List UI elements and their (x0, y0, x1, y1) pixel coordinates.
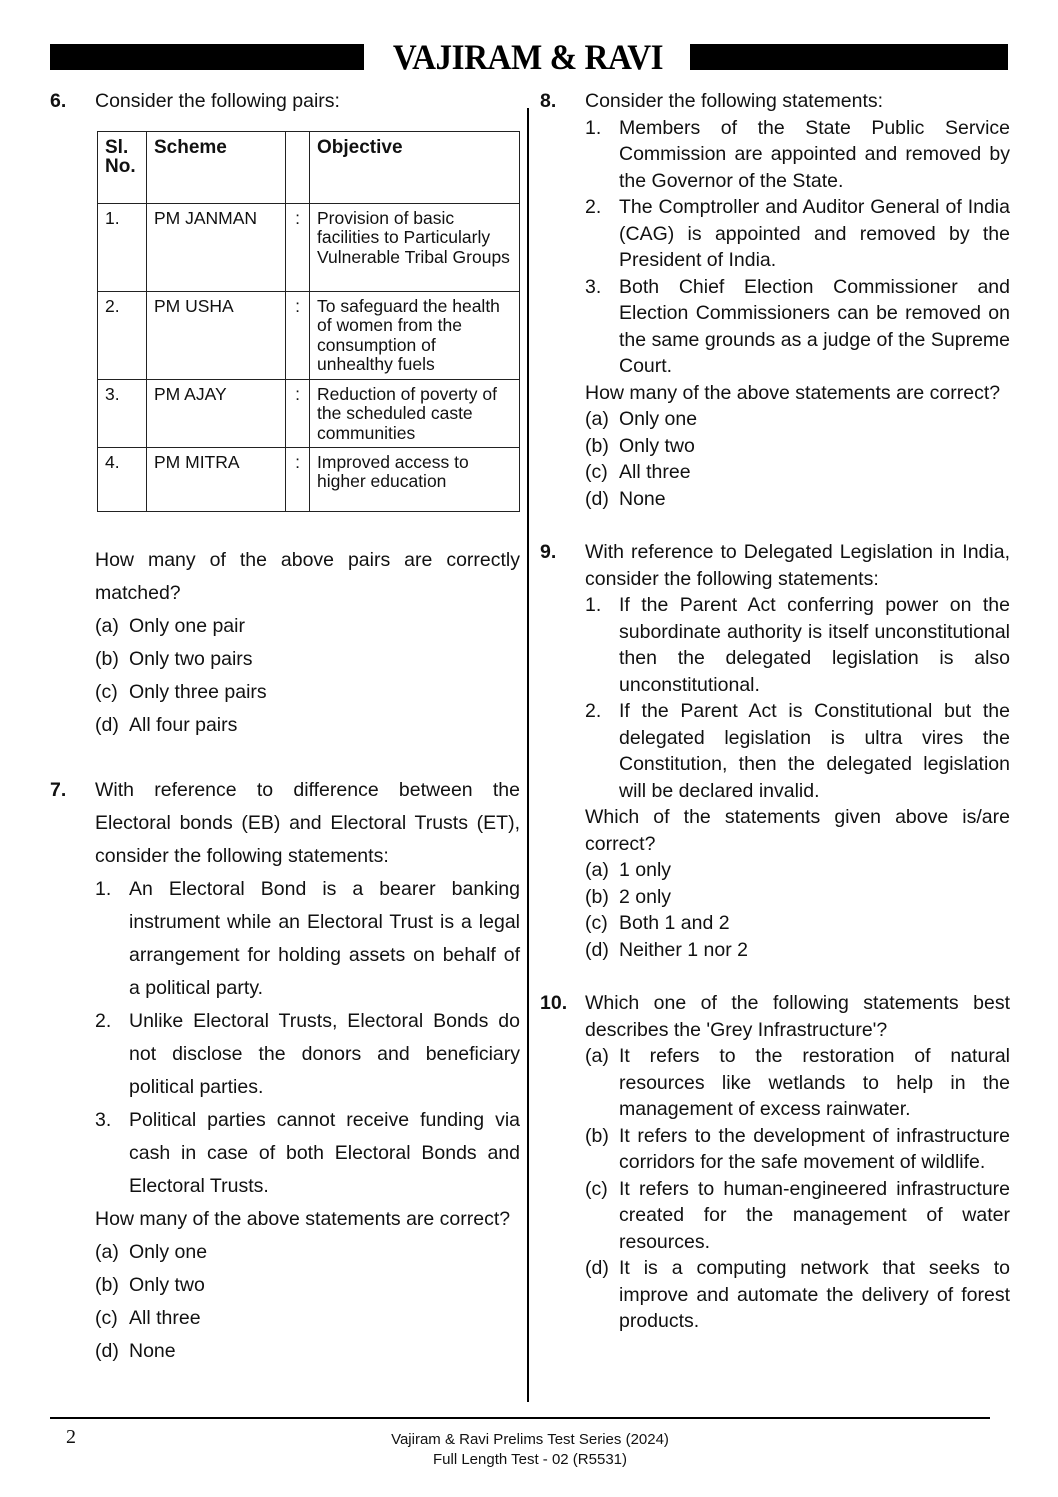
option-text: It refers to the restoration of natural resources like wetlands to help in the management of excess rainwater. (619, 1045, 1010, 1120)
option-text: Both 1 and 2 (619, 912, 730, 934)
header-bar-right (690, 44, 1008, 70)
option-text: Only one (619, 408, 698, 430)
option-text: Neither 1 nor 2 (619, 938, 748, 961)
option-d[interactable] (95, 709, 520, 742)
option-b[interactable] (585, 1123, 1010, 1176)
option-label: (c) (585, 461, 608, 483)
question-number: 7. (50, 778, 67, 801)
option-text: None (619, 487, 666, 510)
statement-1 (585, 115, 1010, 195)
statement-2 (95, 1005, 520, 1104)
option-a[interactable] (585, 406, 1010, 433)
option-text: All three (129, 1306, 201, 1329)
question-prompt: Which of the statements given above is/are correct? (585, 806, 1010, 855)
table-row (98, 447, 520, 511)
statement-number: 2. (95, 1009, 112, 1032)
statement-3 (95, 1104, 520, 1203)
statement-3 (585, 274, 1010, 380)
option-label: (b) (585, 885, 609, 908)
table-header-slno: Sl. No. (98, 131, 147, 203)
column-divider (527, 108, 529, 1402)
option-text: Only two (129, 1273, 205, 1296)
option-text: All three (619, 461, 691, 483)
table-row (98, 291, 520, 379)
option-text: Only one (129, 1240, 208, 1263)
table-row (98, 203, 520, 291)
footer-rule (50, 1417, 990, 1419)
statement-text: Members of the State Public Service Commission are appointed and removed by the Governor of the State. (619, 116, 1010, 192)
option-text: Only three pairs (129, 680, 267, 703)
option-text: It refers to the development of infrastructure corridors for the safe movement of wildlife. (619, 1124, 1010, 1173)
option-d[interactable] (585, 937, 1010, 964)
option-label: (d) (585, 487, 609, 510)
footer-series: Vajiram & Ravi Prelims Test Series (2024) (391, 1431, 669, 1448)
option-text: All four pairs (129, 713, 238, 736)
option-a[interactable] (95, 1236, 520, 1269)
option-b[interactable] (585, 884, 1010, 911)
statement-1 (585, 592, 1010, 698)
option-text: 1 only (619, 859, 672, 881)
question-stem: Consider the following pairs: (95, 90, 340, 112)
statement-number: 2. (585, 196, 602, 218)
statement-number: 2. (585, 700, 602, 722)
cell-separator: : (286, 447, 310, 511)
option-label: (c) (585, 912, 608, 934)
question-8 (540, 88, 1010, 512)
option-label: (c) (585, 1177, 608, 1200)
option-label: (c) (95, 680, 118, 703)
option-c[interactable] (585, 910, 1010, 937)
table-header-scheme: Scheme (147, 131, 286, 203)
cell-no: 3. (98, 379, 147, 447)
cell-scheme: PM MITRA (147, 447, 286, 511)
question-stem: Which one of the following statements best describes the 'Grey Infrastructure'? (585, 992, 1010, 1041)
cell-objective: Reduction of poverty of the scheduled caste communities (310, 379, 520, 447)
statement-1 (95, 873, 520, 1005)
statement-number: 1. (95, 877, 112, 900)
option-text: None (129, 1339, 176, 1362)
option-label: (a) (95, 1240, 119, 1263)
question-stem: Consider the following statements: (585, 90, 884, 112)
option-label: (b) (95, 1273, 119, 1296)
option-label: (b) (585, 1124, 609, 1147)
footer-text (300, 1430, 760, 1470)
option-label: (a) (585, 408, 609, 430)
question-stem: With reference to Delegated Legislation in India, consider the following statements: (585, 541, 1010, 590)
option-label: (a) (585, 859, 609, 881)
right-column (540, 88, 1010, 1335)
question-6 (50, 88, 520, 742)
cell-scheme: PM JANMAN (147, 203, 286, 291)
statement-number: 3. (585, 275, 602, 298)
option-label: (d) (585, 938, 609, 961)
question-10 (540, 990, 1010, 1335)
option-text: 2 only (619, 885, 672, 908)
cell-no: 4. (98, 447, 147, 511)
pairs-table (97, 131, 520, 512)
statement-text: Unlike Electoral Trusts, Electoral Bonds do not disclose the donors and beneficiary political parties. (129, 1009, 520, 1098)
question-prompt: How many of the above statements are correct? (585, 381, 1001, 404)
option-text: It refers to human-engineered infrastructure created for the management of water resources. (619, 1177, 1010, 1253)
statement-text: If the Parent Act is Constitutional but the delegated legislation is ultra vires the Constitution, then the delegated legislation will be declared invalid. (619, 700, 1010, 802)
header-title: VAJIRAM & RAVI (392, 37, 664, 77)
cell-objective: Provision of basic facilities to Particularly Vulnerable Tribal Groups (310, 203, 520, 291)
option-label: (d) (95, 713, 119, 736)
option-d[interactable] (95, 1335, 520, 1368)
option-b[interactable] (95, 1269, 520, 1302)
statement-text: Both Chief Election Commissioner and Election Commissioners can be removed on the same grounds as a judge of the Supreme Court. (619, 275, 1010, 377)
question-number: 6. (50, 90, 67, 112)
table-row (98, 379, 520, 447)
option-text: It is a computing network that seeks to improve and automate the delivery of forest products. (619, 1257, 1010, 1332)
option-c[interactable] (95, 1302, 520, 1335)
statement-text: The Comptroller and Auditor General of India (CAG) is appointed and removed by the President of India. (619, 196, 1010, 271)
page-number: 2 (66, 1426, 76, 1448)
option-a[interactable] (95, 610, 520, 643)
option-b[interactable] (585, 433, 1010, 460)
option-label: (b) (95, 647, 119, 670)
option-a[interactable] (585, 1043, 1010, 1123)
question-stem: With reference to difference between the Electoral bonds (EB) and Electoral Trusts (ET), consider the following statements: (95, 778, 520, 867)
table-header-separator (286, 131, 310, 203)
option-a[interactable] (585, 857, 1010, 884)
cell-separator: : (286, 203, 310, 291)
option-label: (c) (95, 1306, 118, 1329)
footer-test-id: Full Length Test - 02 (R5531) (433, 1451, 627, 1468)
option-c[interactable] (585, 459, 1010, 486)
option-label: (d) (95, 1339, 119, 1362)
question-9 (540, 539, 1010, 963)
option-label: (d) (585, 1257, 609, 1279)
option-text: Only two pairs (129, 647, 253, 670)
option-text: Only one pair (129, 614, 245, 637)
statement-text: Political parties cannot receive funding via cash in case of both Electoral Bonds and Electoral Trusts. (129, 1108, 520, 1197)
cell-scheme: PM AJAY (147, 379, 286, 447)
statement-2 (585, 194, 1010, 274)
question-number: 10. (540, 992, 568, 1014)
cell-objective: Improved access to higher education (310, 447, 520, 511)
left-column (50, 88, 520, 1368)
question-prompt: How many of the above pairs are correctly matched? (95, 548, 520, 604)
cell-scheme: PM USHA (147, 291, 286, 379)
header-bar-left (50, 44, 364, 70)
table-header-objective: Objective (310, 131, 520, 203)
statement-text: If the Parent Act conferring power on the subordinate authority is itself unconstitutional then the delegated legislation is also unconstitutional. (619, 594, 1010, 696)
option-text: Only two (619, 434, 695, 457)
question-7 (50, 774, 520, 1368)
option-c[interactable] (585, 1176, 1010, 1256)
table-header-row (98, 131, 520, 203)
option-d[interactable] (585, 486, 1010, 513)
statement-number: 1. (585, 116, 602, 139)
option-c[interactable] (95, 676, 520, 709)
statement-text: An Electoral Bond is a bearer banking instrument while an Electoral Trust is a legal arrangement for holding assets on behalf of a political party. (129, 877, 520, 999)
cell-no: 2. (98, 291, 147, 379)
option-label: (b) (585, 434, 609, 457)
question-number: 8. (540, 90, 557, 112)
cell-separator: : (286, 291, 310, 379)
option-label: (a) (95, 614, 119, 637)
statement-2 (585, 698, 1010, 804)
question-prompt: How many of the above statements are correct? (95, 1207, 511, 1230)
option-b[interactable] (95, 643, 520, 676)
question-number: 9. (540, 541, 557, 563)
cell-objective: To safeguard the health of women from the consumption of unhealthy fuels (310, 291, 520, 379)
statement-number: 3. (95, 1108, 112, 1131)
option-d[interactable] (585, 1255, 1010, 1335)
statement-number: 1. (585, 594, 602, 616)
cell-separator: : (286, 379, 310, 447)
option-label: (a) (585, 1045, 609, 1067)
cell-no: 1. (98, 203, 147, 291)
